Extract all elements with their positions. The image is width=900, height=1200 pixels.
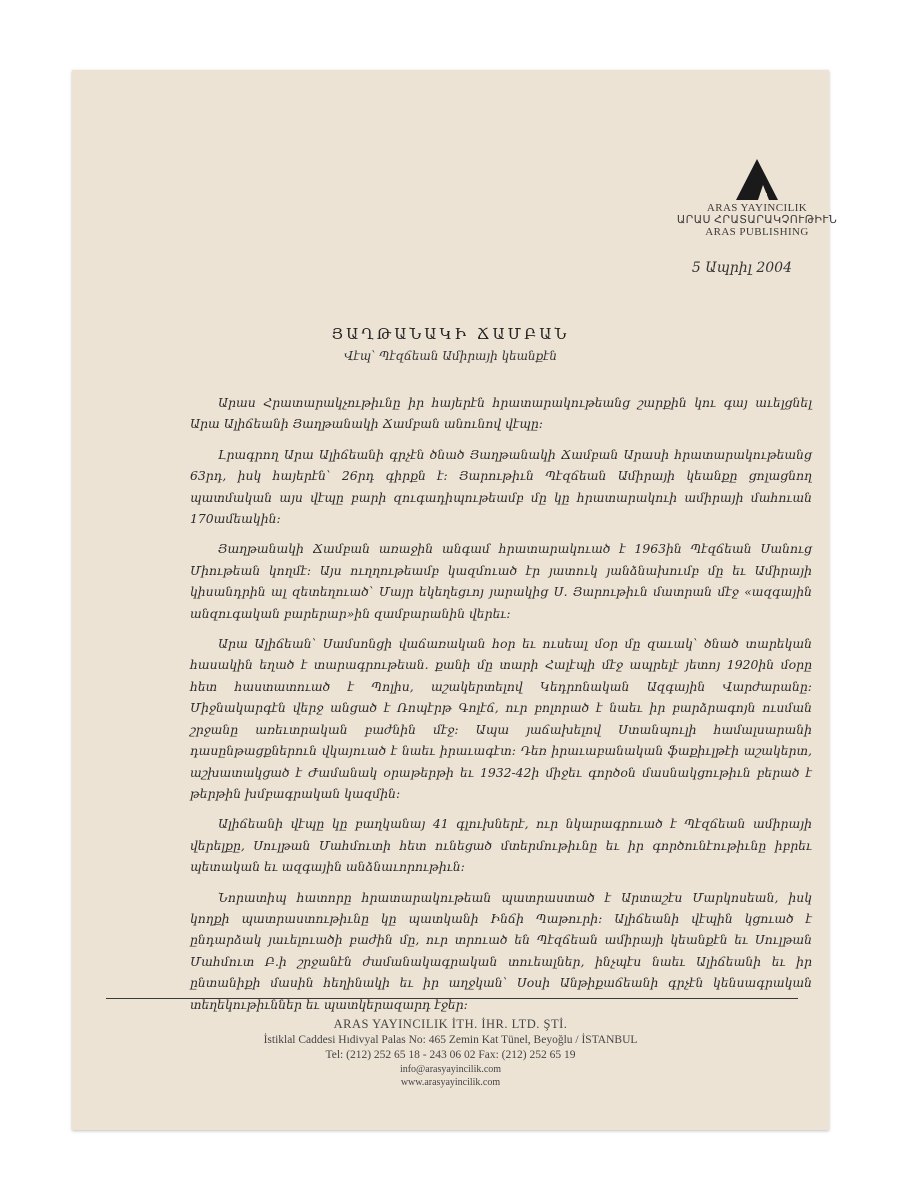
body-paragraph: Ալիճեանի վէպը կը բաղկանայ 41 գլուխներէ, ուր նկարագրուած է Պէզճեան ամիրայի վերելքը, Սուլթան Մահմուտի հետ ունեցած մտերմութիւնը եւ իր գործունէութիւնը իբրեւ պետական եւ ազգային անձնաւորութիւն։ — [190, 816, 812, 875]
body-paragraph: Լրագրող Արա Ալիճեանի գրչէն ծնած Յաղթանակի Ճամբան Արասի հրատարակութեանց 63րդ, իսկ հայերէն՝ 26րդ գիրքն է։ Յարութիւն Պէզճեան Ամիրայի կեանքը ցոլացնող պատմական այս վէպը բարի զուգադիպութեամբ մը կը հրատարակուի ամիրայի մահուան 170ամեակին։ — [190, 446, 812, 527]
footer-website: www.arasyayincilik.com — [400, 1077, 501, 1088]
letter-body — [190, 392, 812, 1024]
letter-sheet — [72, 70, 838, 1130]
letter-date: 5 Ապրիլ 2004 — [691, 260, 792, 276]
body-paragraph: Նորատիպ հատորը հրատարակութեան պատրաստած է Արտաշէս Մարկոսեան, իսկ կողքի պատրաստութիւնը կը պատկանի Ինճի Պաթուրի։ Ալիճեանի վէպին կցուած է ընդարձակ յաւելուածի բաժին մը, ուր տրուած են Պէզճեան ամիրայի կեանքէն եւ Սուլթան Մահմուտ Բ.ի շրջանէն ժամանակագրական տուեալներ, ինչպէս նաեւ Ալիճեանի եւ իր ընտանիքի մասին հեղինակի եւ իր աղջկան՝ Սօսի Անթիքաճեանի գրչէն կենսագրական տեղեկութիւններ եւ պատկերազարդ էջեր։ — [190, 889, 812, 1012]
footer-company: ARAS YAYINCILIK İTH. İHR. LTD. ŞTİ. — [333, 1017, 568, 1031]
publisher-name-english: ARAS PUBLISHING — [705, 226, 809, 238]
publisher-name-armenian: ԱՐԱՍ ՀՐԱՏԱՐԱԿՉՈՒԹԻՒՆ — [676, 214, 838, 226]
footer-address: İstiklal Caddesi Hıdivyal Palas No: 465 Zemin Kat Tünel, Beyoğlu / İSTANBUL — [263, 1034, 638, 1046]
footer-phone: Tel: (212) 252 65 18 - 243 06 02 Fax: (212) 252 65 19 — [325, 1049, 576, 1061]
footer — [72, 1016, 829, 1089]
publisher-name-turkish: ARAS YAYINCILIK — [706, 202, 808, 214]
aras-pyramid-logo — [733, 158, 781, 202]
book-subtitle: Վէպ՝ Պէզճեան Ամիրայի կեանքէն — [343, 349, 558, 363]
body-paragraph: Յաղթանակի Ճամբան առաջին անգամ հրատարակուած է 1963ին Պէզճեան Սանուց Միութեան կողմէ։ Այս ուղղութեամբ կազմուած էր յատուկ յանձնախումբ մը եւ Ամիրայի կիսանդրին ալ զետեղուած՝ Մայր եկեղեցւոյ յարակից Ս. Յարութիւն մատրան մէջ «ազգային անզուգական բարերար»ին զամբարանին վերեւ։ — [190, 541, 812, 621]
body-paragraph: Արաս Հրատարակչութիւնը իր հայերէն հրատարակութեանց շարքին կու գայ աւելցնել Արա Ալիճեանի Յաղթանակի Ճամբան անունով վէպը։ — [190, 395, 812, 432]
body-paragraph: Արա Ալիճեան՝ Սամսոնցի վաճառական հօր եւ ուսեալ մօր մը զաւակ՝ ծնած տարեկան հասակին եղած է տարագրութեան. քանի մը տարի Հալէպի մէջ ապրելէ յետոյ 1920ին մօրը հետ հաստատուած է Պոլիս, աշակերտելով Կեդրոնական Ազգային Վարժարանը։ Միջնակարգէն վերջ անցած է Ռոպէրթ Գոլէճ, ուր բոլորած է նաեւ իր բարձրագոյն ուսման շրջանը առեւտրական բաժնին մէջ։ Ապա յաճախելով Ստանպուլի համալսարանի դասընթացքներուն վկայուած է նաեւ իրաւագէտ։ Դեռ իրաւաբանական ֆաքիւլթէի աշակերտ, աշխատակցած է Ժամանակ օրաթերթի եւ 1932-42ի միջեւ գործօն մասնակցութիւն բերած է թերթին խմբագրական կազմին։ — [190, 636, 812, 801]
letterhead — [662, 158, 852, 238]
footer-divider — [106, 998, 798, 999]
footer-email: info@arasyayincilik.com — [399, 1064, 502, 1075]
book-title: ՅԱՂԹԱՆԱԿԻ ՃԱՄԲԱՆ — [331, 325, 570, 343]
